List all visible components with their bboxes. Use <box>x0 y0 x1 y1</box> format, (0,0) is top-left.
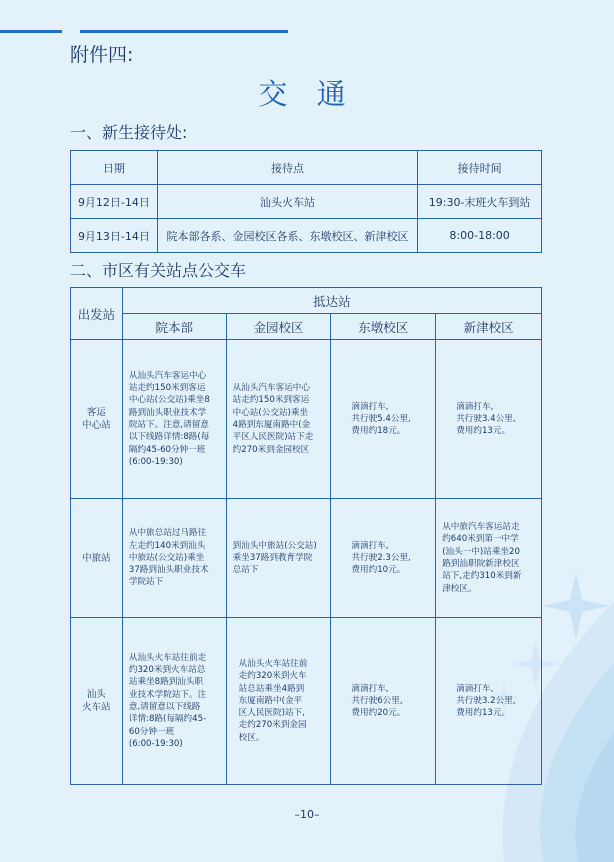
origin-cell: 汕头 火车站 <box>71 618 123 785</box>
dest-main-campus: 院本部 <box>122 314 226 340</box>
dest-dongdun-campus: 东墩校区 <box>331 314 436 340</box>
route-cell: 从汕头汽车客运中心 站走约150米到客运 中心站(公交站)乘坐 4路到东厦南路中(金 平区人民医院)站下走 约270米到金园校区 <box>226 340 331 499</box>
location-cell: 汕头火车站 <box>157 185 417 219</box>
origin-cell: 客运 中心站 <box>71 340 123 499</box>
route-cell: 滴滴打车, 共行驶6公里, 费用约20元。 <box>331 618 436 785</box>
route-cell: 从汕头火车站往前 走约320米到火车 站总站乘坐4路到 东厦南路中(金平 区人民医院)站下, 走约270米到金园 校区。 <box>226 618 331 785</box>
route-cell: 从汕头火车站往前走 约320米到火车站总 站乘坐8路到汕头职 业技术学院站下。注 意,请留意以下线路 详情:8路(每隔约45- 60分钟一班 (6:00-19:30) <box>122 618 226 785</box>
dest-jinyuan-campus: 金园校区 <box>226 314 331 340</box>
route-header-row <box>71 288 542 314</box>
header-location: 接待点 <box>157 151 417 185</box>
origin-header: 出发站 <box>71 288 123 340</box>
route-cell: 到汕头中旅站(公交站) 乘坐37路到教育学院 总站下 <box>226 499 331 618</box>
bus-route-table <box>70 287 542 785</box>
route-cell: 从中旅汽车客运站走 约640米到第一中学 (汕头一中)站乘坐20 路到汕职院新津校区 站下,走约310米到新 津校区。 <box>436 499 542 618</box>
route-cell: 滴滴打车, 共行驶2.3公里, 费用约10元。 <box>331 499 436 618</box>
destination-header: 抵达站 <box>122 288 541 314</box>
table-row <box>71 340 542 499</box>
destination-names-row <box>71 314 542 340</box>
header-time: 接待时间 <box>418 151 542 185</box>
reception-header-row <box>71 151 542 185</box>
time-cell: 19:30-末班火车到站 <box>418 185 542 219</box>
route-cell: 滴滴打车, 共行驶3.2公里, 费用约13元。 <box>436 618 542 785</box>
table-row <box>71 185 542 219</box>
table-row <box>71 499 542 618</box>
dest-xinjin-campus: 新津校区 <box>436 314 542 340</box>
location-cell: 院本部各系、金园校区各系、东墩校区、新津校区 <box>157 219 417 253</box>
top-accent-bar-left <box>0 30 62 33</box>
reception-table <box>70 150 542 253</box>
header-date: 日期 <box>71 151 158 185</box>
appendix-label: 附件四: <box>70 44 134 66</box>
route-cell: 从汕头汽车客运中心 站走约150米到客运 中心站(公交站)乘坐8 路到汕头职业技术学 院站下。注意,请留意 以下线路详情:8路(每 隔约45-60分钟一班 (6:00-19:30) <box>122 340 226 499</box>
table-row <box>71 219 542 253</box>
table-row <box>71 618 542 785</box>
time-cell: 8:00-18:00 <box>418 219 542 253</box>
page-number: –10– <box>294 808 320 821</box>
section2-heading: 二、市区有关站点公交车 <box>70 261 247 280</box>
page-title: 交 通 <box>258 77 356 111</box>
section1-heading: 一、新生接待处: <box>70 123 188 142</box>
date-cell: 9月12日-14日 <box>71 185 158 219</box>
route-cell: 滴滴打车, 共行驶3.4公里, 费用约13元。 <box>436 340 542 499</box>
origin-cell: 中旅站 <box>71 499 123 618</box>
date-cell: 9月13日-14日 <box>71 219 158 253</box>
route-cell: 滴滴打车, 共行驶5.4公里, 费用约18元。 <box>331 340 436 499</box>
route-cell: 从中旅总站过马路往 左走约140米到汕头 中旅站(公交站)乘坐 37路到汕头职业技术 学院站下 <box>122 499 226 618</box>
top-accent-bar-right <box>80 30 288 33</box>
